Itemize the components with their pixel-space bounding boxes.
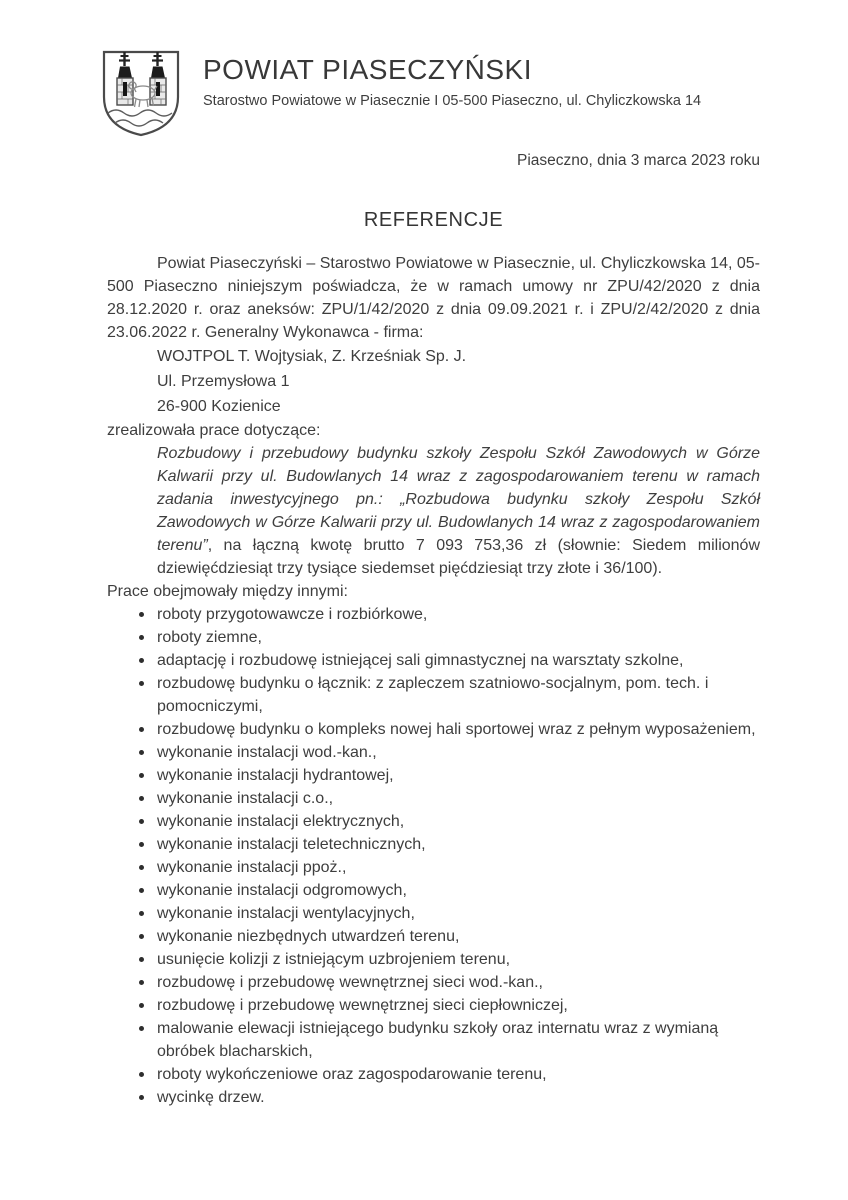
bullet-icon	[139, 957, 144, 962]
bullet-icon	[139, 865, 144, 870]
bullet-icon	[139, 980, 144, 985]
contractor-city: 26-900 Kozienice	[157, 398, 281, 415]
work-item-text: adaptację i rozbudowę istniejącej sali gimnastycznej na warsztaty szkolne,	[157, 652, 684, 669]
work-item-text: wykonanie instalacji wentylacyjnych,	[157, 905, 415, 922]
work-item	[107, 626, 760, 649]
bullet-icon	[139, 612, 144, 617]
work-item-text: wykonanie instalacji wod.-kan.,	[157, 744, 377, 761]
works-lead: Prace obejmowały między innymi:	[107, 583, 348, 600]
works-list	[107, 603, 760, 1109]
bullet-icon	[139, 1026, 144, 1031]
bullet-icon	[139, 934, 144, 939]
work-item	[107, 948, 760, 971]
bullet-icon	[139, 1072, 144, 1077]
letterhead	[95, 45, 760, 137]
contractor-block	[157, 344, 760, 419]
work-item-text: roboty przygotowawcze i rozbiórkowe,	[157, 606, 428, 623]
work-item-text: wykonanie instalacji hydrantowej,	[157, 767, 394, 784]
bullet-icon	[139, 773, 144, 778]
bullet-icon	[139, 911, 144, 916]
work-item-text: wycinkę drzew.	[157, 1089, 265, 1106]
contractor-street: Ul. Przemysłowa 1	[157, 373, 290, 390]
work-item	[107, 1017, 760, 1063]
work-item	[107, 672, 760, 718]
work-item-text: roboty ziemne,	[157, 629, 262, 646]
work-item-text: rozbudowę budynku o łącznik: z zapleczem szatniowo-socjalnym, pom. tech. i pomocniczymi,	[157, 675, 709, 715]
work-item	[107, 994, 760, 1017]
work-item	[107, 1086, 760, 1109]
work-item-text: wykonanie instalacji teletechnicznych,	[157, 836, 426, 853]
work-item	[107, 603, 760, 626]
dateline: Piaseczno, dnia 3 marca 2023 roku	[517, 152, 760, 169]
work-description	[157, 442, 760, 580]
work-item	[107, 649, 760, 672]
work-item-text: wykonanie instalacji odgromowych,	[157, 882, 407, 899]
org-block	[203, 45, 701, 110]
bullet-icon	[139, 819, 144, 824]
bullet-icon	[139, 635, 144, 640]
work-item	[107, 879, 760, 902]
bullet-icon	[139, 681, 144, 686]
bullet-icon	[139, 796, 144, 801]
coat-of-arms-icon	[95, 45, 187, 137]
work-item	[107, 856, 760, 879]
work-item	[107, 718, 760, 741]
document-title: REFERENCJE	[363, 209, 504, 231]
bullet-icon	[139, 658, 144, 663]
bullet-icon	[139, 750, 144, 755]
work-item-text: rozbudowę budynku o kompleks nowej hali sportowej wraz z pełnym wyposażeniem,	[157, 721, 756, 738]
work-item-text: wykonanie instalacji ppoż.,	[157, 859, 347, 876]
work-item-text: usunięcie kolizji z istniejącym uzbrojeniem terenu,	[157, 951, 511, 968]
work-item-text: roboty wykończeniowe oraz zagospodarowanie terenu,	[157, 1066, 547, 1083]
bullet-icon	[139, 1095, 144, 1100]
work-item	[107, 971, 760, 994]
work-item	[107, 1063, 760, 1086]
bullet-icon	[139, 842, 144, 847]
coat-of-arms	[95, 45, 187, 137]
work-item-text: wykonanie instalacji elektrycznych,	[157, 813, 405, 830]
bullet-icon	[139, 727, 144, 732]
work-item	[107, 902, 760, 925]
contractor-name: WOJTPOL T. Wojtysiak, Z. Krześniak Sp. J.	[157, 348, 467, 365]
work-item	[107, 810, 760, 833]
work-item	[107, 787, 760, 810]
intro-paragraph: Powiat Piaseczyński – Starostwo Powiatowe w Piasecznie, ul. Chyliczkowska 14, 05-500 Piaseczno niniejszym poświadcza, że w ramach umowy nr ZPU/42/2020 z dnia 28.12.2020 r. oraz aneksów: ZPU/1/42/2020 z dnia 09.09.2021 r. i ZPU/2/42/2020 z dnia 23.06.2022 r. Generalny Wykonawca - firma:	[107, 255, 760, 341]
bullet-icon	[139, 888, 144, 893]
work-item-text: rozbudowę i przebudowę wewnętrznej sieci ciepłowniczej,	[157, 997, 568, 1014]
work-item-text: wykonanie niezbędnych utwardzeń terenu,	[157, 928, 460, 945]
realization-lead: zrealizowała prace dotyczące:	[107, 422, 321, 439]
work-item-text: malowanie elewacji istniejącego budynku szkoły oraz internatu wraz z wymianą obróbek blacharskich,	[157, 1020, 719, 1060]
work-item	[107, 925, 760, 948]
bullet-icon	[139, 1003, 144, 1008]
work-item	[107, 833, 760, 856]
work-item	[107, 764, 760, 787]
work-item-text: wykonanie instalacji c.o.,	[157, 790, 334, 807]
org-name: POWIAT PIASECZYŃSKI	[203, 54, 532, 85]
work-item	[107, 741, 760, 764]
work-description-italic: Rozbudowy i przebudowy budynku szkoły Zespołu Szkół Zawodowych w Górze Kalwarii przy ul. Budowlanych 14 wraz z zagospodarowaniem terenu w ramach zadania inwestycyjnego pn.: „Rozbudowa budynku szkoły Zespołu Szkół Zawodowych w Górze Kalwarii przy ul. Budowlanych 14 wraz z zagospodarowaniem terenu”	[157, 445, 760, 554]
work-item-text: rozbudowę i przebudowę wewnętrznej sieci wod.-kan.,	[157, 974, 543, 991]
org-address: Starostwo Powiatowe w Piasecznie I 05-500 Piaseczno, ul. Chyliczkowska 14	[203, 93, 702, 109]
work-description-regular: , na łączną kwotę brutto 7 093 753,36 zł (słownie: Siedem milionów dziewięćdziesiąt trzy tysiące siedemset pięćdziesiąt trzy złote i 36/100).	[157, 537, 760, 577]
